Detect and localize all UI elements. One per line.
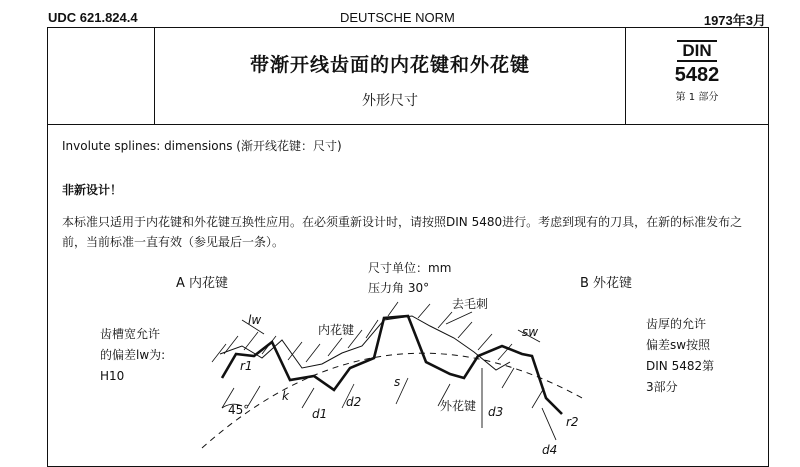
- english-title: Involute splines: dimensions (渐开线花键：尺寸): [62, 139, 342, 153]
- callout-inner: 内花键: [318, 323, 355, 337]
- din-part: 第 1 部分: [675, 92, 719, 103]
- spline-profile-drawing: [162, 258, 602, 458]
- din-logo: DIN: [677, 40, 717, 62]
- hatching: [212, 302, 544, 408]
- title-left-cell: [48, 28, 155, 124]
- label-internal-spline: A 内花键: [176, 276, 229, 291]
- udc-code: UDC 621.824.4: [48, 10, 138, 25]
- issue-date: 1973年3月: [703, 13, 766, 28]
- right-tolerance-note: [646, 314, 714, 398]
- callout-angle45: 45°: [228, 403, 250, 417]
- left-note-line: H10: [100, 369, 125, 383]
- scope-paragraph: 本标准只适用于内花键和外花键互换性应用。在必须重新设计时，请按照DIN 5480进行。考虑到现有的刀具，在新的标准发布之前，当前标准一直有效（参见最后一条）。: [62, 215, 743, 249]
- right-note-line: 齿厚的允许: [646, 317, 707, 331]
- tooth-profile: [222, 316, 562, 414]
- callout-r2: r2: [566, 415, 579, 429]
- warning-text: 非新设计！: [62, 183, 123, 197]
- callout-lw: lw: [248, 313, 262, 327]
- callout-sw: sw: [522, 325, 539, 339]
- left-note-line: 齿槽宽允许: [100, 327, 161, 341]
- right-note-line: 偏差sw按照: [646, 338, 711, 352]
- label-external-spline: B 外花键: [580, 276, 633, 291]
- right-note-line: DIN 5482第: [646, 359, 715, 373]
- callout-d1: d1: [312, 407, 328, 421]
- pitch-circle: [202, 353, 582, 448]
- unit-text: 尺寸单位：mm: [368, 261, 452, 275]
- callout-s: s: [394, 375, 401, 389]
- callout-k: k: [282, 389, 289, 403]
- title-row: [48, 28, 768, 125]
- callout-deburr: 去毛刺: [452, 297, 489, 311]
- din-number: 5482: [674, 64, 720, 86]
- din-box: [625, 28, 768, 124]
- document-title: 带渐开线齿面的内花键和外花键: [249, 54, 530, 76]
- d4-leader: [542, 408, 556, 440]
- callout-d2: d2: [346, 395, 362, 409]
- left-note-line: 的偏差lw为:: [100, 348, 166, 362]
- callout-d4: d4: [542, 443, 558, 457]
- norm-label: DEUTSCHE NORM: [340, 10, 455, 25]
- left-tolerance-note: [100, 324, 165, 387]
- right-note-line: 3部分: [646, 380, 678, 394]
- callout-r1: r1: [240, 359, 253, 373]
- pressure-angle: 压力角 30°: [368, 281, 430, 295]
- callout-d3: d3: [488, 405, 504, 419]
- callout-outer: 外花键: [440, 399, 477, 413]
- document-subtitle: 外形尺寸: [362, 93, 418, 109]
